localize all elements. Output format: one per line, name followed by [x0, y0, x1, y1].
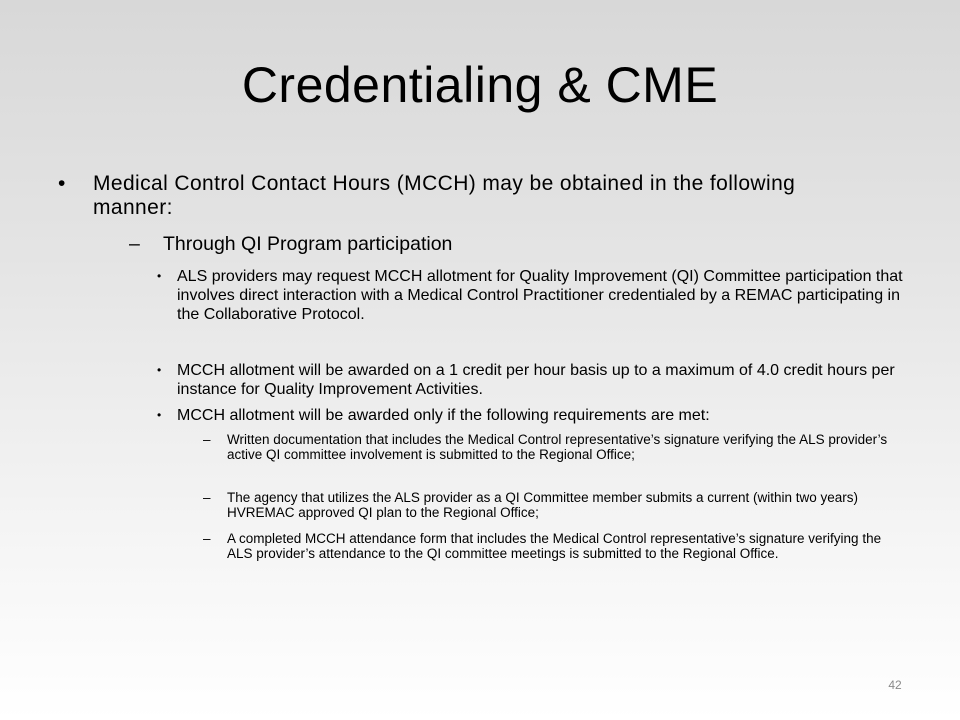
sub-item-text: Through QI Program participation	[163, 233, 453, 255]
point-item	[157, 267, 912, 324]
bullet-marker: •	[157, 363, 162, 377]
sub-item	[129, 233, 889, 255]
slide-title: Credentialing & CME	[241, 57, 719, 113]
bullet-item	[58, 172, 868, 220]
point-text: MCCH allotment will be awarded only if the following requirements are met:	[177, 407, 710, 424]
requirement-item	[203, 532, 903, 562]
bullet-text: Medical Control Contact Hours (MCCH) may be obtained in the following manner:	[93, 172, 796, 219]
point-item	[157, 361, 912, 399]
bullet-marker: •	[157, 269, 162, 283]
dash-marker: –	[203, 531, 211, 546]
requirement-text: The agency that utilizes the ALS provider as a QI Committee member submits a current (within two years) HVREMAC approved QI plan to the Regional Office;	[227, 490, 859, 520]
dash-marker: –	[129, 233, 140, 255]
bullet-marker: •	[58, 172, 66, 195]
dash-marker: –	[203, 490, 211, 505]
requirement-item	[203, 433, 903, 463]
requirement-text: Written documentation that includes the Medical Control representative’s signature verifying the ALS provider’s active QI committee involvement is submitted to the Regional Office;	[227, 432, 888, 462]
point-text: MCCH allotment will be awarded on a 1 credit per hour basis up to a maximum of 4.0 credit hours per instance for Quality Improvement Activities.	[177, 362, 895, 398]
dash-marker: –	[203, 432, 211, 447]
point-text: ALS providers may request MCCH allotment for Quality Improvement (QI) Committee participation that involves direct interaction with a Medical Control Practitioner credentialed by a REMAC participating in the Collaborative Protocol.	[177, 268, 903, 323]
requirement-item	[203, 491, 903, 521]
requirement-text: A completed MCCH attendance form that includes the Medical Control representative’s signature verifying the ALS provider’s attendance to the QI committee meetings is submitted to the Regional Office.	[227, 531, 882, 561]
bullet-marker: •	[157, 408, 162, 422]
page-number: 42	[888, 678, 902, 692]
point-item	[157, 406, 912, 425]
